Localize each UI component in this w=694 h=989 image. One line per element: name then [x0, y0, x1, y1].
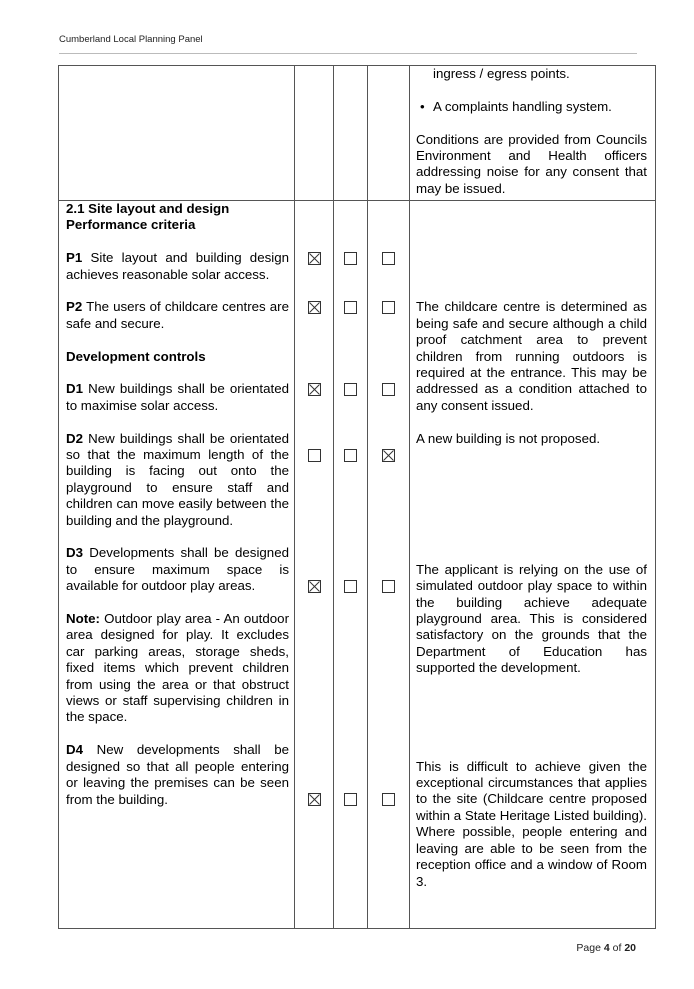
section-heading: 2.1 Site layout and design: [66, 201, 230, 216]
checkmark-x-icon: [383, 450, 394, 461]
comment-p2: The childcare centre is determined as being safe and secure although a child proof catchment area to prevent children from running outdoors is required at the entrance. This may be addressed as a condition attached to any consent issued.: [416, 299, 647, 413]
checkbox-d1-2-unchecked[interactable]: [344, 383, 357, 396]
development-controls-heading: Development controls: [66, 348, 206, 364]
checkbox-d1-1-checked[interactable]: [308, 383, 321, 396]
comment-cell: [410, 201, 656, 929]
checkbox-column-3: [368, 201, 410, 929]
checkbox-d4-3-unchecked[interactable]: [382, 793, 395, 806]
checkbox-d3-2-unchecked[interactable]: [344, 580, 357, 593]
page-number: Page 4 of 20: [576, 942, 636, 954]
criterion-p1: P1 Site layout and building design achieves reasonable solar access.: [66, 250, 289, 282]
checkmark-x-icon: [309, 794, 320, 805]
checkbox-p1-2-unchecked[interactable]: [344, 252, 357, 265]
conditions-text: Conditions are provided from Councils Environment and Health officers addressing noise for any consent that may be issued.: [416, 131, 647, 196]
checkmark-x-icon: [309, 253, 320, 264]
checkbox-d4-1-checked[interactable]: [308, 793, 321, 806]
checkbox-column-2: [334, 201, 368, 929]
checkbox-column-1: [295, 201, 334, 929]
comment-d4: This is difficult to achieve given the exceptional circumstances that applies to the site (Childcare centre proposed within a State Heritage Listed building). Where possible, people entering and leaving are able to be seen from the reception office and a window of Room 3.: [416, 758, 647, 889]
comment-cell: [410, 66, 656, 201]
checkbox-p2-2-unchecked[interactable]: [344, 301, 357, 314]
checkbox-d3-3-unchecked[interactable]: [382, 580, 395, 593]
checkbox-p2-1-checked[interactable]: [308, 301, 321, 314]
checkmark-x-icon: [309, 581, 320, 592]
table-row-continued: [59, 66, 656, 201]
checkbox-d2-3-checked[interactable]: [382, 449, 395, 462]
checkmark-x-icon: [309, 302, 320, 313]
checkbox-d2-2-unchecked[interactable]: [344, 449, 357, 462]
checkbox-p1-3-unchecked[interactable]: [382, 252, 395, 265]
compliance-table: [58, 65, 656, 929]
comment-d2: A new building is not proposed.: [416, 430, 601, 446]
comment-d3: The applicant is relying on the use of simulated outdoor play space to within the building achieve adequate playground area. This is considered satisfactory on the grounds that the Department of Education has supported the development.: [416, 561, 647, 676]
note-text: Note: Outdoor play area - An outdoor area designed for play. It excludes car parking areas, storage sheds, fixed items which prevent children from using the area or that obstruct views or staff supervising children in the space.: [66, 611, 289, 725]
checkbox-d1-3-unchecked[interactable]: [382, 383, 395, 396]
control-d4: D4 New developments shall be designed so that all people entering or leaving the premises can be seen from the building.: [66, 742, 289, 807]
control-d2: D2 New buildings shall be orientated so that the maximum length of the building is facing out onto the playground to ensure staff and children can move easily between the building and the playground.: [66, 430, 289, 528]
performance-criteria-heading: Performance criteria: [66, 217, 196, 233]
bullet-list: [416, 99, 647, 115]
criterion-p2: P2 The users of childcare centres are safe and secure.: [66, 299, 289, 331]
checkmark-x-icon: [309, 384, 320, 395]
checkbox-d4-2-unchecked[interactable]: [344, 793, 357, 806]
partial-bullet-line: ingress / egress points.: [433, 66, 570, 81]
checkbox-d2-1-unchecked[interactable]: [308, 449, 321, 462]
checkbox-d3-1-checked[interactable]: [308, 580, 321, 593]
checkbox-p1-1-checked[interactable]: [308, 252, 321, 265]
document-header: Cumberland Local Planning Panel: [59, 34, 203, 45]
header-divider: [59, 53, 637, 54]
control-d3: D3 Developments shall be designed to ensure maximum space is available for outdoor play areas.: [66, 545, 289, 594]
control-d1: D1 New buildings shall be orientated to maximise solar access.: [66, 381, 289, 413]
criteria-cell: [59, 201, 295, 929]
table-row-site-layout: [59, 201, 656, 929]
checkbox-p2-3-unchecked[interactable]: [382, 301, 395, 314]
list-item: • A complaints handling system.: [433, 99, 647, 115]
